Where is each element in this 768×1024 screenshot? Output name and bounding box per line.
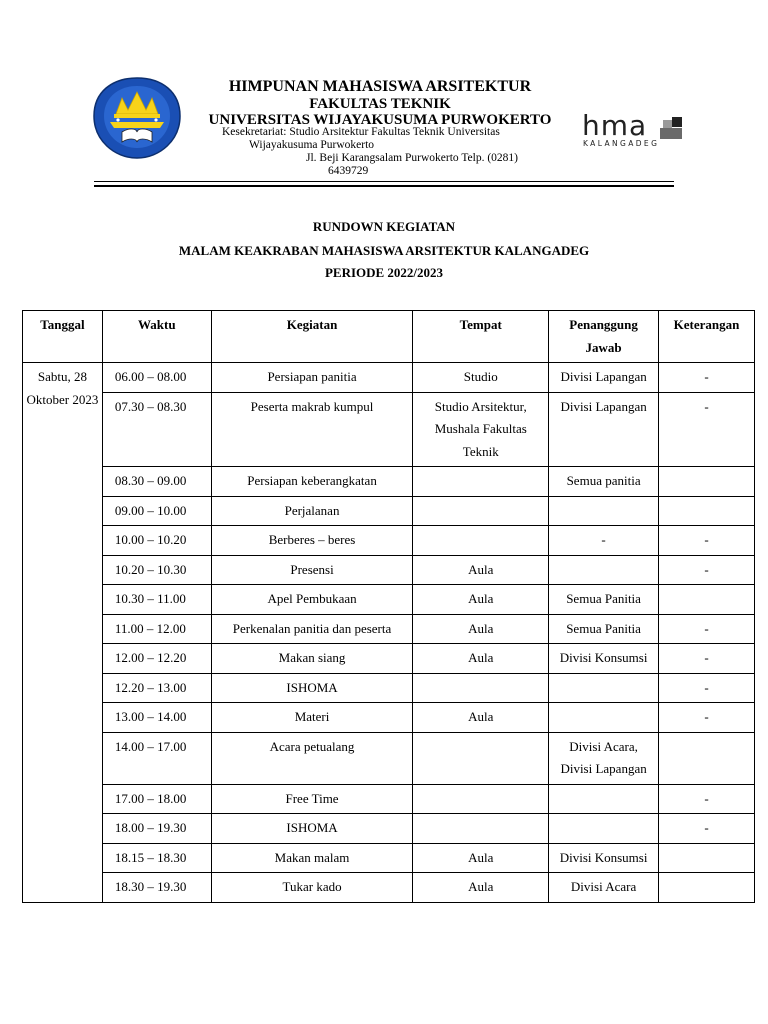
cell-keterangan: - (659, 673, 755, 703)
cell-kegiatan: Free Time (211, 784, 413, 814)
cell-waktu: 17.00 – 18.00 (102, 784, 211, 814)
hma-logo-subtext: KALANGADEG (583, 139, 660, 148)
cell-keterangan: - (659, 555, 755, 585)
cell-kegiatan: Tukar kado (211, 873, 413, 903)
cell-tempat (413, 467, 549, 497)
cell-penanggung-jawab (549, 703, 659, 733)
cell-waktu: 18.30 – 19.30 (102, 873, 211, 903)
header-keterangan: Keterangan (659, 311, 755, 363)
table-row (23, 526, 755, 556)
cell-tempat: Aula (413, 843, 549, 873)
cell-waktu: 06.00 – 08.00 (102, 363, 211, 393)
header-waktu: Waktu (102, 311, 211, 363)
cell-kegiatan: Peserta makrab kumpul (211, 392, 413, 467)
cell-tempat: Aula (413, 555, 549, 585)
doc-title-2: MALAM KEAKRABAN MAHASISWA ARSITEKTUR KALANGADEG (178, 243, 590, 258)
cell-keterangan: - (659, 814, 755, 844)
cell-penanggung-jawab (549, 814, 659, 844)
table-row (23, 467, 755, 497)
table-row (23, 732, 755, 784)
cell-waktu: 10.20 – 10.30 (102, 555, 211, 585)
address-line-2: Wijayakusuma Purwokerto (249, 139, 375, 151)
cell-keterangan (659, 843, 755, 873)
cell-penanggung-jawab (549, 555, 659, 585)
cell-waktu: 12.00 – 12.20 (102, 644, 211, 674)
university-logo (92, 76, 182, 160)
cell-tempat (413, 673, 549, 703)
cell-keterangan: - (659, 614, 755, 644)
cell-tempat (413, 732, 549, 784)
table-row (23, 784, 755, 814)
hma-logo (582, 109, 694, 148)
cell-waktu: 10.00 – 10.20 (102, 526, 211, 556)
cell-kegiatan: ISHOMA (211, 814, 413, 844)
cell-keterangan: - (659, 526, 755, 556)
cell-penanggung-jawab: - (549, 526, 659, 556)
cell-penanggung-jawab (549, 673, 659, 703)
cell-tempat: Aula (413, 644, 549, 674)
cell-tempat (413, 784, 549, 814)
cell-penanggung-jawab: Semua Panitia (549, 585, 659, 615)
letterhead (195, 78, 565, 129)
logo-square-icon (672, 117, 682, 127)
cell-kegiatan: Presensi (211, 555, 413, 585)
table-row (23, 614, 755, 644)
cell-waktu: 14.00 – 17.00 (102, 732, 211, 784)
cell-kegiatan: Acara petualang (211, 732, 413, 784)
table-header-row (23, 311, 755, 363)
header-tanggal: Tanggal (23, 311, 103, 363)
table-row (23, 496, 755, 526)
cell-keterangan: - (659, 392, 755, 467)
university-name: UNIVERSITAS WIJAYAKUSUMA PURWOKERTO (208, 112, 552, 128)
header-tempat: Tempat (413, 311, 549, 363)
cell-tempat: Studio Arsitektur, Mushala Fakultas Teknik (413, 392, 549, 467)
hma-logo-text: hma (582, 109, 648, 142)
cell-kegiatan: Perkenalan panitia dan peserta (211, 614, 413, 644)
logo-square-icon (660, 128, 682, 139)
cell-tempat (413, 496, 549, 526)
doc-title-3: PERIODE 2022/2023 (324, 265, 444, 280)
cell-penanggung-jawab: Semua panitia (549, 467, 659, 497)
cell-penanggung-jawab: Divisi Konsumsi (549, 843, 659, 873)
cell-keterangan: - (659, 644, 755, 674)
table-row (23, 673, 755, 703)
cell-waktu: 09.00 – 10.00 (102, 496, 211, 526)
cell-waktu: 08.30 – 09.00 (102, 467, 211, 497)
cell-tempat: Aula (413, 703, 549, 733)
table-row (23, 644, 755, 674)
cell-kegiatan: Perjalanan (211, 496, 413, 526)
cell-tempat: Aula (413, 873, 549, 903)
table-row (23, 703, 755, 733)
org-name: HIMPUNAN MAHASISWA ARSITEKTUR (228, 78, 532, 95)
cell-penanggung-jawab: Divisi Acara, Divisi Lapangan (549, 732, 659, 784)
table-row (23, 873, 755, 903)
cell-kegiatan: Apel Pembukaan (211, 585, 413, 615)
cell-waktu: 07.30 – 08.30 (102, 392, 211, 467)
header-divider-thick (94, 185, 674, 187)
cell-waktu: 10.30 – 11.00 (102, 585, 211, 615)
cell-waktu: 18.15 – 18.30 (102, 843, 211, 873)
cell-penanggung-jawab (549, 784, 659, 814)
cell-kegiatan: Makan siang (211, 644, 413, 674)
cell-waktu: 12.20 – 13.00 (102, 673, 211, 703)
cell-tempat (413, 526, 549, 556)
cell-tempat: Aula (413, 585, 549, 615)
cell-keterangan: - (659, 784, 755, 814)
table-row (23, 363, 755, 393)
cell-kegiatan: Berberes – beres (211, 526, 413, 556)
cell-tempat: Studio (413, 363, 549, 393)
cell-penanggung-jawab (549, 496, 659, 526)
cell-penanggung-jawab: Divisi Lapangan (549, 392, 659, 467)
cell-keterangan: - (659, 703, 755, 733)
cell-keterangan (659, 585, 755, 615)
cell-keterangan (659, 467, 755, 497)
header-divider-thin (94, 181, 674, 182)
doc-title-1: RUNDOWN KEGIATAN (312, 219, 456, 234)
cell-penanggung-jawab: Divisi Acara (549, 873, 659, 903)
cell-tempat: Aula (413, 614, 549, 644)
cell-keterangan (659, 732, 755, 784)
cell-tempat (413, 814, 549, 844)
address-line-3: Jl. Beji Karangsalam Purwokerto Telp. (0281) (306, 152, 519, 164)
rundown-table (22, 310, 755, 903)
table-row (23, 392, 755, 467)
cell-penanggung-jawab: Divisi Lapangan (549, 363, 659, 393)
cell-kegiatan: Makan malam (211, 843, 413, 873)
address-line-4: 6439729 (328, 165, 369, 177)
table-row (23, 555, 755, 585)
address-line-1: Kesekretariat: Studio Arsitektur Fakultas Teknik Universitas (222, 126, 500, 138)
cell-penanggung-jawab: Semua Panitia (549, 614, 659, 644)
header-penanggung-jawab: Penanggung Jawab (549, 311, 659, 363)
cell-tanggal: Sabtu, 28 Oktober 2023 (23, 363, 103, 903)
cell-kegiatan: Materi (211, 703, 413, 733)
cell-kegiatan: Persiapan keberangkatan (211, 467, 413, 497)
cell-keterangan (659, 873, 755, 903)
faculty-name: FAKULTAS TEKNIK (309, 96, 451, 112)
cell-penanggung-jawab: Divisi Konsumsi (549, 644, 659, 674)
table-row (23, 585, 755, 615)
header-kegiatan: Kegiatan (211, 311, 413, 363)
cell-waktu: 18.00 – 19.30 (102, 814, 211, 844)
cell-keterangan: - (659, 363, 755, 393)
cell-kegiatan: Persiapan panitia (211, 363, 413, 393)
cell-kegiatan: ISHOMA (211, 673, 413, 703)
table-row (23, 843, 755, 873)
cell-waktu: 11.00 – 12.00 (102, 614, 211, 644)
table-row (23, 814, 755, 844)
cell-keterangan (659, 496, 755, 526)
cell-waktu: 13.00 – 14.00 (102, 703, 211, 733)
